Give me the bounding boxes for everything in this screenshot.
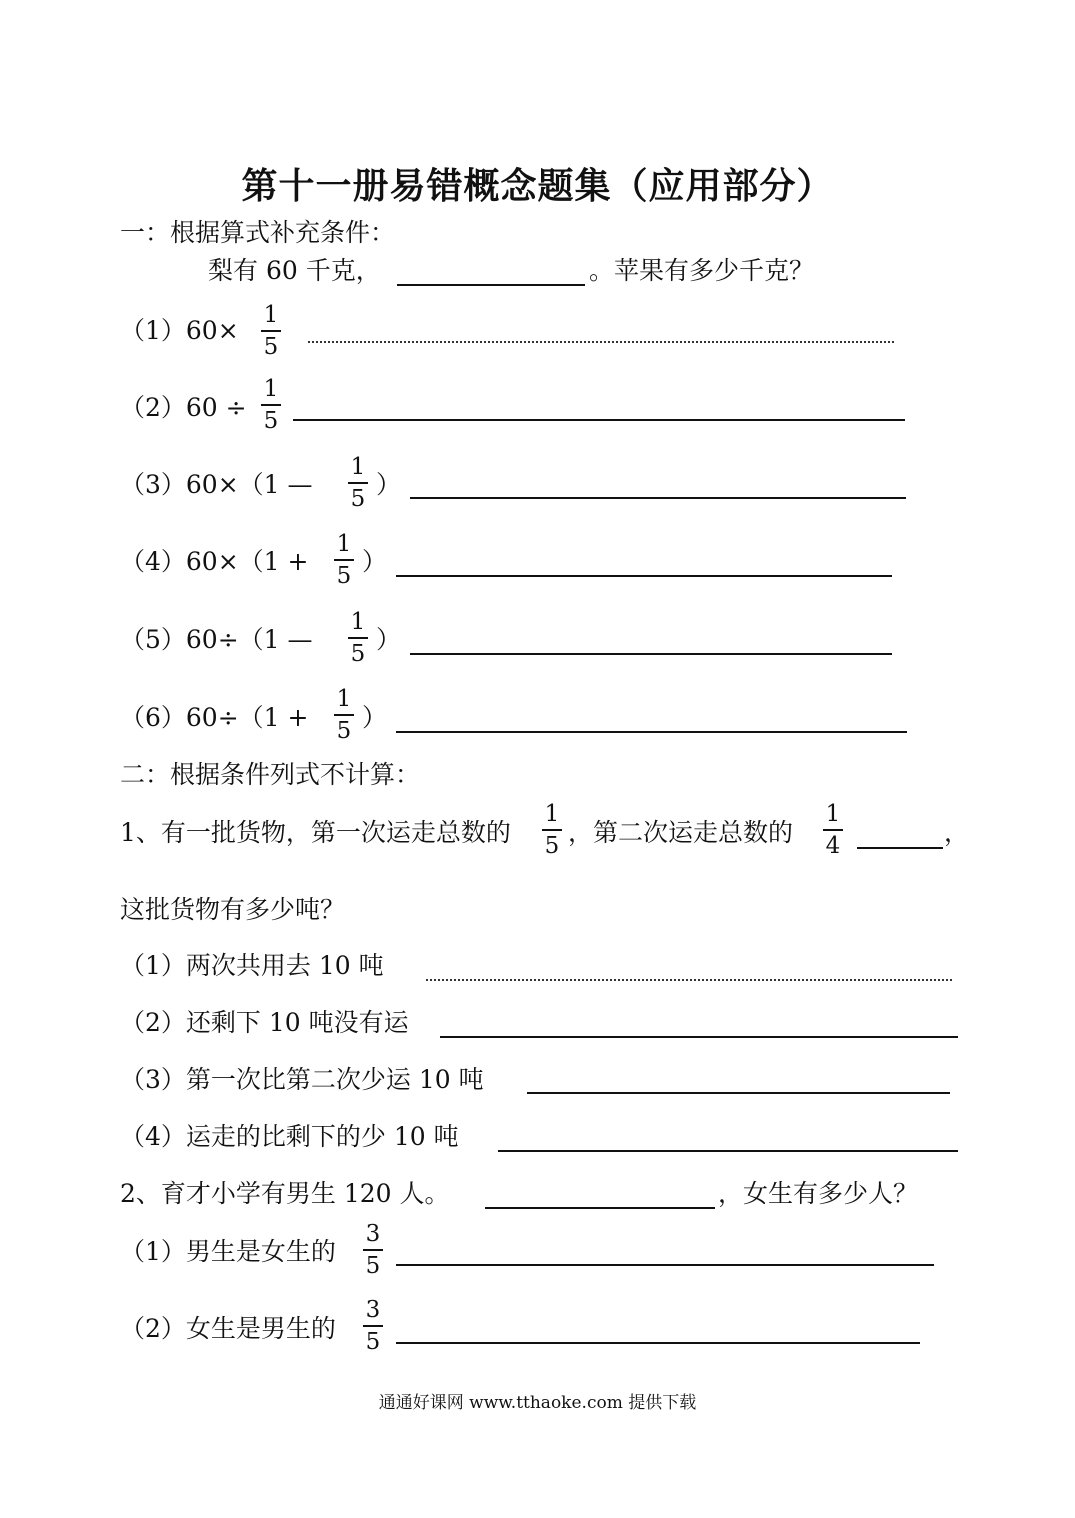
s1-item4-fraction [333,531,355,589]
q1-fraction2 [822,801,844,859]
fraction-bar [542,829,562,831]
fraction-numerator: 1 [263,302,279,328]
fraction-numerator: 3 [365,1221,381,1247]
fraction-bar [261,404,281,406]
q2-blank[interactable] [485,1207,715,1209]
q2-before: 2、育才小学有男生 120 人。 [120,1179,450,1208]
q1-item1-label: （1）两次共用去 10 吨 [120,951,384,980]
q2-item1-label: （1）男生是女生的 [120,1237,336,1266]
q2-item1-fraction [362,1221,384,1279]
fraction-denominator: 5 [336,563,352,589]
fraction-bar [334,559,354,561]
fraction-denominator: 5 [350,486,366,512]
q1-item3-label: （3）第一次比第二次少运 10 吨 [120,1065,484,1094]
q2-item2-label: （2）女生是男生的 [120,1314,336,1343]
fraction-numerator: 1 [263,376,279,402]
s1-item6-label: （6）60÷（1 + [120,703,309,732]
fraction-numerator: 1 [825,801,841,827]
fraction-numerator: 3 [365,1297,381,1323]
fraction-bar [363,1325,383,1327]
s1-item4-answer-line[interactable] [396,575,892,577]
s1-item1-fraction [260,302,282,360]
s1-item3-label: （3）60×（1 — [120,470,313,499]
q1-fraction1 [541,801,563,859]
q1-blank[interactable] [857,847,943,849]
section2-heading: 二：根据条件列式不计算： [120,760,421,789]
fraction-denominator: 5 [544,833,560,859]
fraction-bar [261,330,281,332]
q1-item2-answer-line[interactable] [440,1036,958,1038]
q1-line2: 这批货物有多少吨？ [120,895,346,924]
section1-prompt-after: 。苹果有多少千克？ [589,256,815,285]
s1-item5-label: （5）60÷（1 — [120,625,313,654]
s1-item1-label: （1）60× [120,316,239,345]
footer-credit: 通通好课网 www.tthaoke.com 提供下载 [378,1393,697,1413]
s1-item3-fraction [347,454,369,512]
s1-item2-label: （2）60 ÷ [120,393,247,422]
s1-item2-answer-line[interactable] [293,419,905,421]
s1-item1-answer-line[interactable] [308,341,894,343]
q2-after: ，女生有多少人？ [718,1179,919,1208]
s1-item4-suffix: ） [362,547,388,576]
fraction-numerator: 1 [336,686,352,712]
fraction-numerator: 1 [350,454,366,480]
s1-item5-fraction [347,609,369,667]
fraction-denominator: 5 [263,334,279,360]
fraction-bar [823,829,843,831]
q2-item1-answer-line[interactable] [396,1264,934,1266]
section1-prompt-before: 梨有 60 千克， [208,256,381,285]
s1-item3-answer-line[interactable] [410,497,906,499]
q1-item4-label: （4）运走的比剩下的少 10 吨 [120,1122,459,1151]
fraction-numerator: 1 [544,801,560,827]
fraction-numerator: 1 [336,531,352,557]
q2-item2-answer-line[interactable] [396,1342,920,1344]
s1-item5-suffix: ） [376,625,402,654]
s1-item2-fraction [260,376,282,434]
fraction-bar [348,482,368,484]
fraction-denominator: 4 [825,833,841,859]
fraction-bar [363,1249,383,1251]
q1-item1-answer-line[interactable] [426,979,952,981]
fraction-denominator: 5 [263,408,279,434]
q1-part1: 1、有一批货物，第一次运走总数的 [120,818,511,847]
fraction-denominator: 5 [336,718,352,744]
s1-item5-answer-line[interactable] [410,653,892,655]
s1-item3-suffix: ） [376,470,402,499]
s1-item6-answer-line[interactable] [396,731,907,733]
q1-item2-label: （2）还剩下 10 吨没有运 [120,1008,409,1037]
fraction-numerator: 1 [350,609,366,635]
page-title: 第十一册易错概念题集（应用部分） [241,166,834,207]
fraction-bar [334,714,354,716]
fraction-denominator: 5 [365,1253,381,1279]
fraction-bar [348,637,368,639]
q1-part2: ，第二次运走总数的 [568,818,794,847]
q1-item4-answer-line[interactable] [498,1150,958,1152]
s1-item6-fraction [333,686,355,744]
s1-item6-suffix: ） [362,703,388,732]
section1-heading: 一：根据算式补充条件： [120,218,396,247]
fraction-denominator: 5 [365,1329,381,1355]
q2-item2-fraction [362,1297,384,1355]
q1-end: ， [944,818,970,847]
q1-item3-answer-line[interactable] [527,1092,950,1094]
fraction-denominator: 5 [350,641,366,667]
s1-item4-label: （4）60×（1 + [120,547,309,576]
section1-prompt-blank[interactable] [397,284,585,286]
